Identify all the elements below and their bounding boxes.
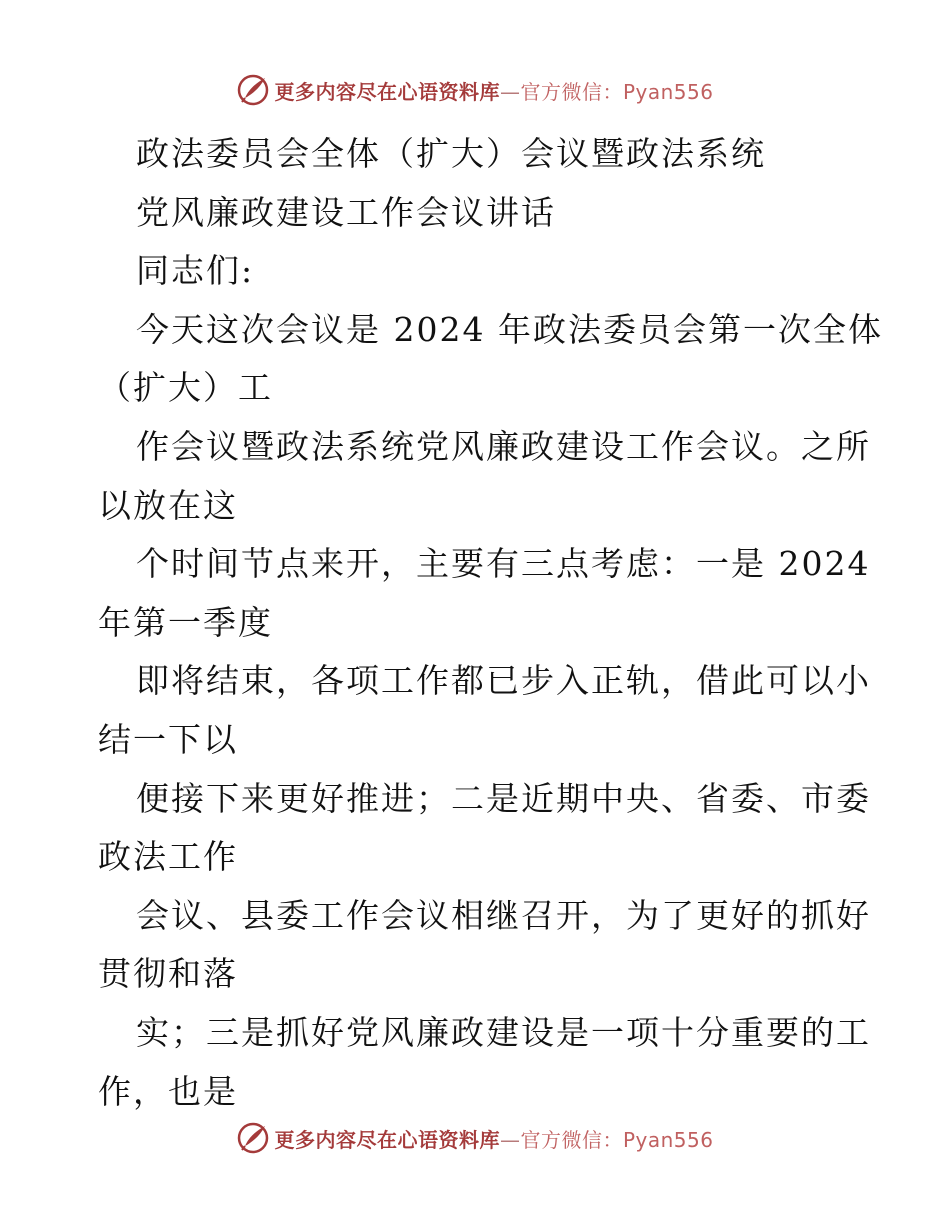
paragraph-line: 今天这次会议是 2024 年政法委员会第一次全体 [136,309,883,349]
watermark-main-text: 更多内容尽在心语资料库 [274,79,500,104]
paragraph-line: 政法工作 [98,837,238,877]
paragraph-line: 年第一季度 [98,602,273,642]
paragraph-line: 结一下以 [98,719,238,759]
watermark-wechat-text: 官方微信：Pyan556 [520,79,714,104]
document-title-line-2: 党风廉政建设工作会议讲话 [136,192,556,232]
feather-pen-logo-icon [236,1121,270,1155]
paragraph-line: 会议、县委工作会议相继召开，为了更好的抓好 [136,895,871,935]
watermark-separator: — [499,79,521,104]
paragraph-line: 作会议暨政法系统党风廉政建设工作会议。之所 [136,426,871,466]
paragraph-line: （扩大）工 [98,368,273,408]
watermark-wechat-text: 官方微信：Pyan556 [520,1127,714,1152]
watermark-separator: — [499,1127,521,1152]
watermark-text [274,1124,713,1153]
footer-watermark-banner [0,1118,950,1158]
paragraph-line: 贯彻和落 [98,954,238,994]
document-body [98,125,883,1121]
paragraph-line: 作，也是 [98,1071,238,1111]
header-watermark-banner [0,70,950,110]
paragraph-line: 个时间节点来开，主要有三点考虑：一是 2024 [136,544,871,584]
paragraph-line: 便接下来更好推进；二是近期中央、省委、市委 [136,778,871,818]
salutation: 同志们: [136,251,255,291]
paragraph-line: 实；三是抓好党风廉政建设是一项十分重要的工 [136,1012,871,1052]
watermark-main-text: 更多内容尽在心语资料库 [274,1127,500,1152]
paragraph-line: 以放在这 [98,485,238,525]
watermark-text [274,76,713,105]
feather-pen-logo-icon [236,73,270,107]
document-title-line-1: 政法委员会全体（扩大）会议暨政法系统 [136,134,766,173]
paragraph-line: 即将结束，各项工作都已步入正轨，借此可以小 [136,661,871,701]
